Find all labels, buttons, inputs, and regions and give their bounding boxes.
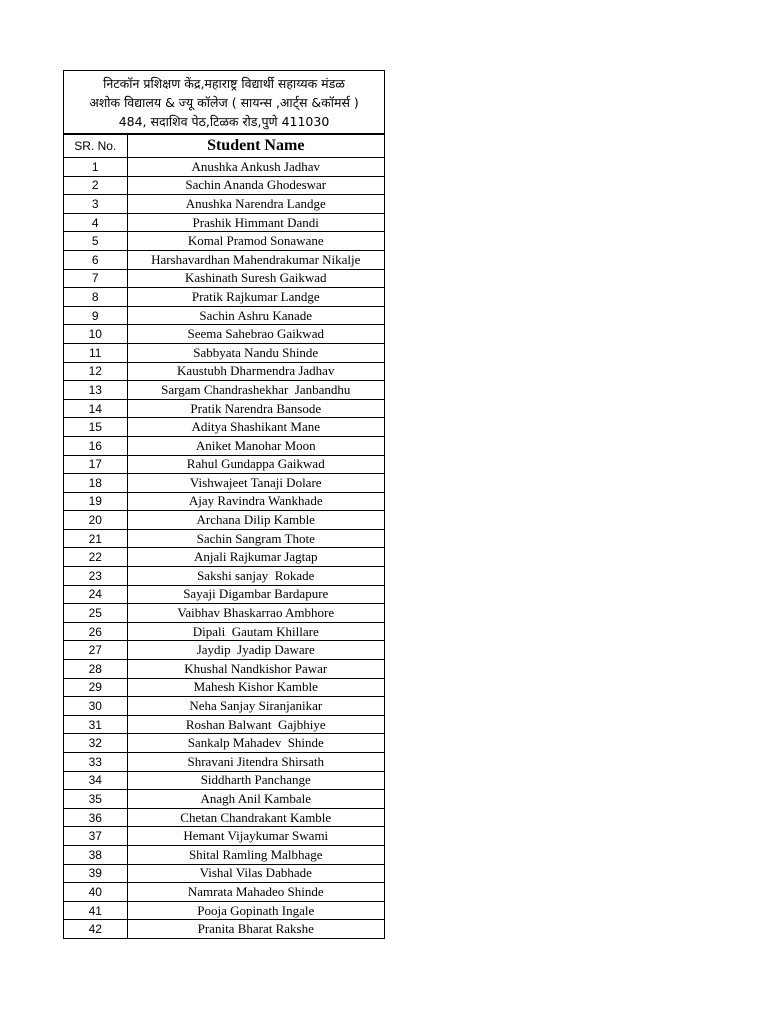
student-name-cell: Dipali Gautam Khillare (127, 622, 384, 641)
student-name-cell: Sachin Ananda Ghodeswar (127, 176, 384, 195)
student-name-cell: Sayaji Digambar Bardapure (127, 585, 384, 604)
sr-no-cell: 10 (64, 325, 127, 344)
student-name-cell: Vishal Vilas Dabhade (127, 864, 384, 883)
sr-no-cell: 5 (64, 232, 127, 251)
sr-no-cell: 36 (64, 808, 127, 827)
sr-no-cell: 30 (64, 697, 127, 716)
student-name-cell: Khushal Nandkishor Pawar (127, 660, 384, 679)
table-row (64, 455, 384, 474)
table-row (64, 660, 384, 679)
sr-no-cell: 41 (64, 901, 127, 920)
sr-no-cell: 19 (64, 492, 127, 511)
sr-no-cell: 11 (64, 343, 127, 362)
student-name-cell: Anushka Narendra Landge (127, 195, 384, 214)
table-row (64, 827, 384, 846)
sr-no-cell: 7 (64, 269, 127, 288)
student-table (64, 135, 384, 938)
sr-no-cell: 38 (64, 845, 127, 864)
table-row (64, 492, 384, 511)
student-name-cell: Komal Pramod Sonawane (127, 232, 384, 251)
table-row (64, 474, 384, 493)
sr-no-cell: 28 (64, 660, 127, 679)
table-row (64, 158, 384, 177)
sr-no-cell: 8 (64, 288, 127, 307)
sr-no-cell: 24 (64, 585, 127, 604)
sr-no-cell: 1 (64, 158, 127, 177)
table-row (64, 901, 384, 920)
table-row (64, 790, 384, 809)
student-name-cell: Sankalp Mahadev Shinde (127, 734, 384, 753)
student-name-cell: Sabbyata Nandu Shinde (127, 343, 384, 362)
sr-no-cell: 39 (64, 864, 127, 883)
student-name-cell: Ajay Ravindra Wankhade (127, 492, 384, 511)
table-row (64, 399, 384, 418)
table-row (64, 176, 384, 195)
sr-no-cell: 37 (64, 827, 127, 846)
student-name-cell: Hemant Vijaykumar Swami (127, 827, 384, 846)
table-row (64, 529, 384, 548)
student-name-cell: Anjali Rajkumar Jagtap (127, 548, 384, 567)
table-row (64, 325, 384, 344)
table-row (64, 288, 384, 307)
student-name-cell: Mahesh Kishor Kamble (127, 678, 384, 697)
student-name-cell: Sargam Chandrashekhar Janbandhu (127, 381, 384, 400)
student-name-cell: Seema Sahebrao Gaikwad (127, 325, 384, 344)
institution-header (64, 71, 384, 135)
student-name-cell: Shital Ramling Malbhage (127, 845, 384, 864)
table-row (64, 845, 384, 864)
sr-no-cell: 23 (64, 567, 127, 586)
sr-no-cell: 21 (64, 529, 127, 548)
institution-name: निटकॉन प्रशिक्षण केंद्र,महाराष्ट्र विद्यार्थी सहाय्यक मंडळ (103, 75, 345, 91)
table-row (64, 306, 384, 325)
table-row (64, 511, 384, 530)
sr-no-cell: 40 (64, 883, 127, 902)
student-rows (64, 158, 384, 938)
table-row (64, 734, 384, 753)
table-row (64, 808, 384, 827)
student-name-cell: Vaibhav Bhaskarrao Ambhore (127, 604, 384, 623)
table-row (64, 213, 384, 232)
table-row (64, 920, 384, 938)
student-name-cell: Shravani Jitendra Shirsath (127, 753, 384, 772)
table-row (64, 622, 384, 641)
student-name-cell: Kashinath Suresh Gaikwad (127, 269, 384, 288)
table-row (64, 864, 384, 883)
sr-no-cell: 16 (64, 436, 127, 455)
sr-no-cell: 27 (64, 641, 127, 660)
sr-no-cell: 26 (64, 622, 127, 641)
table-row (64, 604, 384, 623)
column-header-sr-no: SR. No. (64, 135, 127, 158)
table-row (64, 678, 384, 697)
sr-no-cell: 14 (64, 399, 127, 418)
sr-no-cell: 3 (64, 195, 127, 214)
sr-no-cell: 25 (64, 604, 127, 623)
student-name-cell: Pratik Narendra Bansode (127, 399, 384, 418)
table-row (64, 381, 384, 400)
sr-no-cell: 35 (64, 790, 127, 809)
student-name-cell: Siddharth Panchange (127, 771, 384, 790)
sr-no-cell: 4 (64, 213, 127, 232)
student-name-cell: Rahul Gundappa Gaikwad (127, 455, 384, 474)
table-row (64, 697, 384, 716)
sr-no-cell: 18 (64, 474, 127, 493)
table-row (64, 436, 384, 455)
student-list-sheet (63, 70, 385, 939)
table-row (64, 362, 384, 381)
table-row (64, 567, 384, 586)
table-row (64, 269, 384, 288)
sr-no-cell: 17 (64, 455, 127, 474)
table-row (64, 250, 384, 269)
student-name-cell: Sakshi sanjay Rokade (127, 567, 384, 586)
sr-no-cell: 33 (64, 753, 127, 772)
sr-no-cell: 22 (64, 548, 127, 567)
student-name-cell: Roshan Balwant Gajbhiye (127, 715, 384, 734)
table-row (64, 418, 384, 437)
student-name-cell: Jaydip Jyadip Daware (127, 641, 384, 660)
student-name-cell: Namrata Mahadeo Shinde (127, 883, 384, 902)
sr-no-cell: 31 (64, 715, 127, 734)
table-row (64, 585, 384, 604)
student-name-cell: Archana Dilip Kamble (127, 511, 384, 530)
student-name-cell: Sachin Ashru Kanade (127, 306, 384, 325)
student-name-cell: Sachin Sangram Thote (127, 529, 384, 548)
table-row (64, 232, 384, 251)
sr-no-cell: 32 (64, 734, 127, 753)
sr-no-cell: 42 (64, 920, 127, 938)
sr-no-cell: 29 (64, 678, 127, 697)
sr-no-cell: 13 (64, 381, 127, 400)
table-row (64, 343, 384, 362)
student-name-cell: Vishwajeet Tanaji Dolare (127, 474, 384, 493)
sr-no-cell: 15 (64, 418, 127, 437)
table-row (64, 548, 384, 567)
table-row (64, 641, 384, 660)
sr-no-cell: 34 (64, 771, 127, 790)
sr-no-cell: 2 (64, 176, 127, 195)
table-row (64, 753, 384, 772)
sr-no-cell: 9 (64, 306, 127, 325)
student-name-cell: Prashik Himmant Dandi (127, 213, 384, 232)
student-name-cell: Pooja Gopinath Ingale (127, 901, 384, 920)
student-name-cell: Anushka Ankush Jadhav (191, 158, 321, 174)
table-header-row (64, 135, 384, 158)
institution-address: 484, सदाशिव पेठ,टिळक रोड,पुणे 411030 (118, 113, 330, 129)
table-row (64, 195, 384, 214)
column-header-student-name: Student Name (127, 135, 384, 158)
sr-no-cell: 20 (64, 511, 127, 530)
table-row (64, 715, 384, 734)
college-name: अशोक विद्यालय & ज्यू कॉलेज ( सायन्स ,आर्ट्स &कॉमर्स ) (89, 94, 359, 110)
table-row (64, 883, 384, 902)
student-name-cell: Neha Sanjay Siranjanikar (127, 697, 384, 716)
sr-no-cell: 6 (64, 250, 127, 269)
student-name-cell: Anagh Anil Kambale (127, 790, 384, 809)
student-name-cell: Kaustubh Dharmendra Jadhav (127, 362, 384, 381)
sr-no-cell: 12 (64, 362, 127, 381)
student-name-cell: Pranita Bharat Rakshe (127, 920, 384, 938)
table-row (64, 771, 384, 790)
student-name-cell: Harshavardhan Mahendrakumar Nikalje (127, 250, 384, 269)
student-name-cell: Aniket Manohar Moon (127, 436, 384, 455)
student-name-cell: Aditya Shashikant Mane (127, 418, 384, 437)
student-name-cell: Pratik Rajkumar Landge (127, 288, 384, 307)
student-name-cell: Chetan Chandrakant Kamble (127, 808, 384, 827)
